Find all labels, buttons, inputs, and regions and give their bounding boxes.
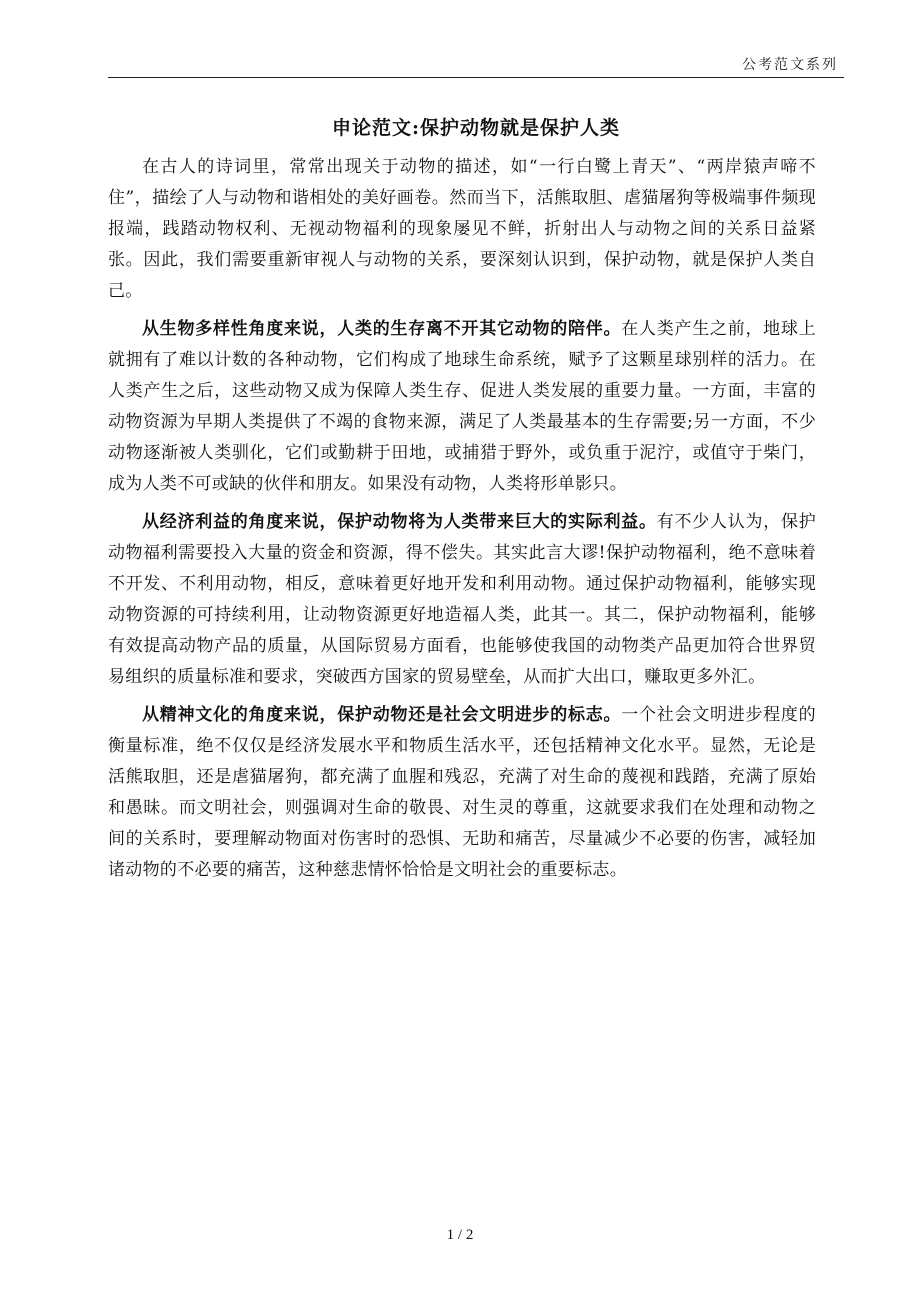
paragraph-lead: 从经济利益的角度来说，保护动物将为人类带来巨大的实际利益。 — [142, 512, 657, 532]
document-body — [108, 152, 816, 886]
document-title: 申论范文:保护动物就是保护人类 — [331, 117, 620, 139]
paragraph-lead: 从精神文化的角度来说，保护动物还是社会文明进步的标志。 — [142, 705, 622, 725]
page-number: 1 / 2 — [446, 1227, 474, 1243]
page-header-label: 公考范文系列 — [742, 57, 838, 73]
paragraph-text: 在古人的诗词里，常常出现关于动物的描述，如“一行白鹭上青天”、“两岸猿声啼不住”，描绘了人与动物和谐相处的美好画卷。然而当下，活熊取胆、虐猫屠狗等极端事件频现报端，践踏动物权利、无视动物福利的现象屡见不鲜，折射出人与动物之间的关系日益紧张。因此，我们需要重新审视人与动物的关系，要深刻认识到，保护动物，就是保护人类自己。 — [108, 157, 816, 301]
paragraph-lead: 从生物多样性角度来说，人类的生存离不开其它动物的陪伴。 — [142, 319, 622, 339]
paragraph-text: 有不少人认为，保护动物福利需要投入大量的资金和资源，得不偿失。其实此言大谬!保护动物福利，绝不意味着不开发、不利用动物，相反，意味着更好地开发和利用动物。通过保护动物福利，能够实现动物资源的可持续利用，让动物资源更好地造福人类，此其一。其二，保护动物福利，能够有效提高动物产品的质量，从国际贸易方面看，也能够使我国的动物类产品更加符合世界贸易组织的质量标准和要求，突破西方国家的贸易壁垒，从而扩大出口，赚取更多外汇。 — [108, 512, 817, 687]
paragraph-text: 在人类产生之前，地球上就拥有了难以计数的各种动物，它们构成了地球生命系统，赋予了这颗星球别样的活力。在人类产生之后，这些动物又成为保障人类生存、促进人类发展的重要力量。一方面，丰富的动物资源为早期人类提供了不竭的食物来源，满足了人类最基本的生存需要;另一方面，不少动物逐渐被人类驯化，它们或勤耕于田地，或捕猎于野外，或负重于泥泞，或值守于柴门，成为人类不可或缺的伙伴和朋友。如果没有动物，人类将形单影只。 — [108, 319, 816, 494]
header-divider — [108, 77, 844, 78]
paragraph-economic — [108, 507, 816, 693]
paragraph-biodiversity — [108, 314, 816, 500]
paragraph-intro — [108, 152, 816, 307]
paragraph-culture — [108, 700, 816, 886]
paragraph-text: 一个社会文明进步程度的衡量标准，绝不仅仅是经济发展水平和物质生活水平，还包括精神文化水平。显然，无论是活熊取胆，还是虐猫屠狗，都充满了血腥和残忍，充满了对生命的蔑视和践踏，充满了原始和愚昧。而文明社会，则强调对生命的敬畏、对生灵的尊重，这就要求我们在处理和动物之间的关系时，要理解动物面对伤害时的恐惧、无助和痛苦，尽量减少不必要的伤害，减轻加诸动物的不必要的痛苦，这种慈悲情怀恰恰是文明社会的重要标志。 — [108, 705, 816, 880]
